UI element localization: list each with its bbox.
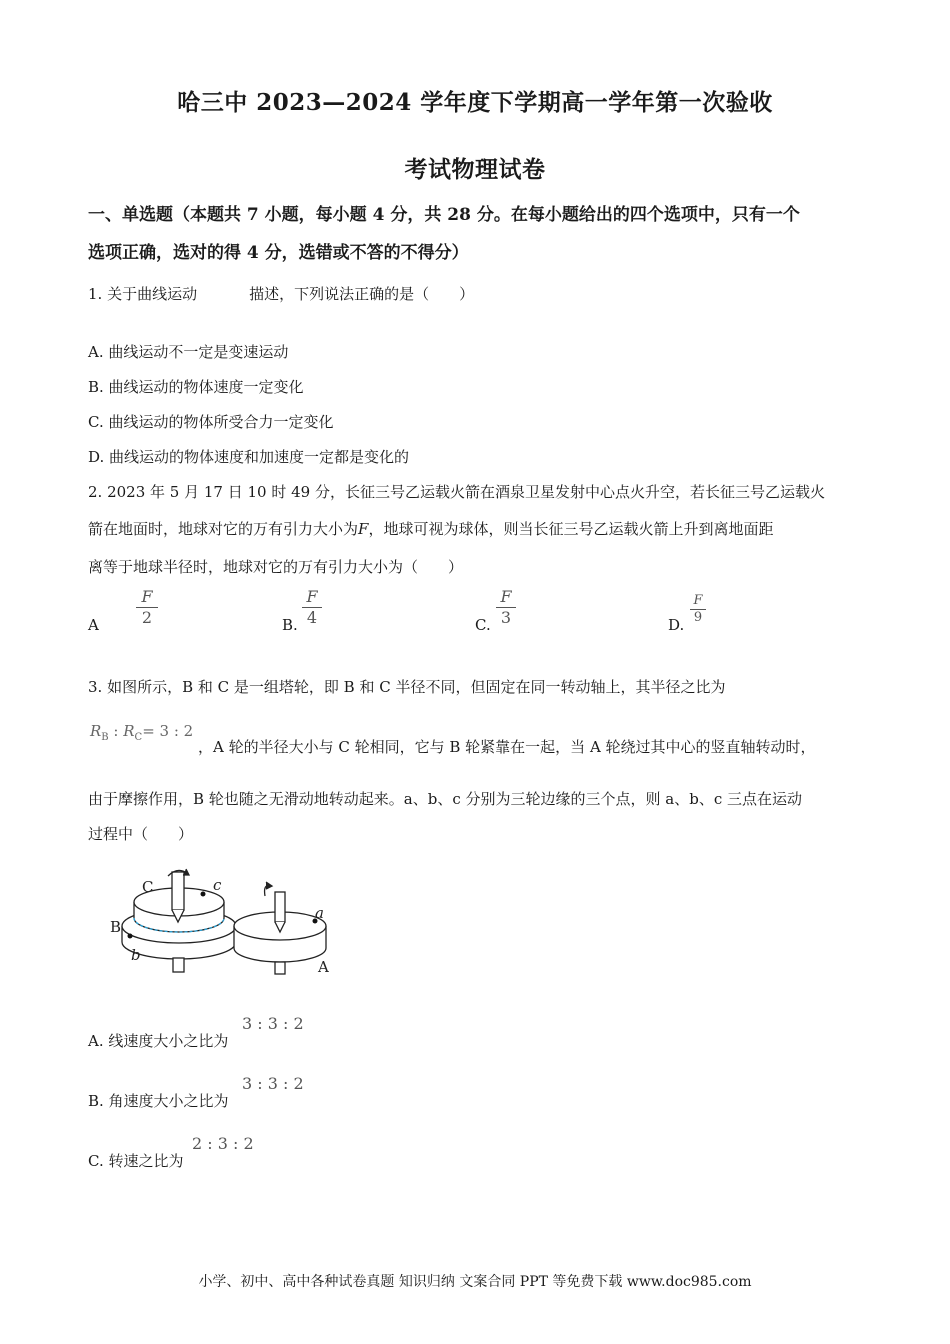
label-wheel-c: C (142, 878, 154, 896)
q3-radius-ratio: $R_B$ : $R_C= 3$ : 2 (90, 722, 194, 743)
q1-option-b: B. 曲线运动的物体速度一定变化 (88, 378, 304, 396)
label-point-b: b (131, 946, 141, 964)
q2-option-b-fraction: F 4 (302, 588, 322, 627)
q3-option-a: A. 线速度大小之比为 (88, 1032, 229, 1050)
q3-line4: 过程中（ ） (88, 825, 194, 843)
q2-line2-part1: 箭在地面时，地球对它的万有引力大小为 (88, 520, 359, 538)
q2-force-var: F (358, 520, 369, 538)
q3-option-c: C. 转速之比为 (88, 1152, 184, 1170)
label-wheel-a: A (318, 958, 329, 976)
q1-option-d: D. 曲线运动的物体速度和加速度一定都是变化的 (88, 448, 410, 466)
section-heading-line2: 选项正确，选对的得 4 分，选错或不答的不得分） (88, 243, 469, 263)
label-point-c: c (213, 876, 222, 894)
q2-line3: 离等于地球半径时，地球对它的万有引力大小为（ ） (88, 558, 464, 576)
q2-option-a-label: A (88, 616, 99, 634)
tower-wheel-figure (100, 856, 350, 986)
section-heading-line1: 一、单选题（本题共 7 小题，每小题 4 分，共 28 分。在每小题给出的四个选项中，只有一个 (88, 205, 800, 225)
q3-option-b: B. 角速度大小之比为 (88, 1092, 229, 1110)
q2-line2 (88, 518, 773, 539)
label-wheel-b: B (110, 918, 122, 936)
q2-option-c-label: C. (475, 616, 491, 634)
q3-option-a-ratio: 3 : 3 : 2 (242, 1014, 304, 1033)
q2-option-a-fraction: F 2 (136, 588, 158, 627)
q3-line3: 由于摩擦作用，B 轮也随之无滑动地转动起来。a、b、c 分别为三轮边缘的三个点，则 a、b、c 三点在运动 (88, 790, 802, 808)
q1-option-c: C. 曲线运动的物体所受合力一定变化 (88, 413, 334, 431)
page-footer: 小学、初中、高中各种试卷真题 知识归纳 文案合同 PPT 等免费下载 www.doc985.com (198, 1274, 752, 1290)
q2-line1: 2. 2023 年 5 月 17 日 10 时 49 分，长征三号乙运载火箭在酒泉卫星发射中心点火升空，若长征三号乙运载火 (88, 483, 825, 501)
q2-option-d-fraction: F 9 (690, 594, 706, 625)
q3-line1: 3. 如图所示，B 和 C 是一组塔轮，即 B 和 C 半径不同，但固定在同一转动轴上，其半径之比为 (88, 678, 726, 696)
q2-option-d-label: D. (668, 616, 685, 634)
q2-line2-part2: ，地球可视为球体，则当长征三号乙运载火箭上升到离地面距 (368, 520, 774, 538)
exam-title-line2: 考试物理试卷 (404, 156, 546, 183)
q3-option-b-ratio: 3 : 3 : 2 (242, 1074, 304, 1093)
q1-stem-part1: 1. 关于曲线运动 (88, 285, 198, 303)
q1-stem (88, 283, 474, 304)
exam-title-line1: 哈三中 2023—2024 学年度下学期高一学年第一次验收 (177, 89, 773, 116)
q2-option-b-label: B. (282, 616, 298, 634)
q3-option-c-ratio: 2 : 3 : 2 (192, 1134, 254, 1153)
q3-line2: ，A 轮的半径大小与 C 轮相同，它与 B 轮紧靠在一起，当 A 轮绕过其中心的竖直轴转动时， (198, 738, 816, 756)
q2-option-c-fraction: F 3 (496, 588, 516, 627)
q1-option-a: A. 曲线运动不一定是变速运动 (88, 343, 289, 361)
q1-stem-part2: 描述，下列说法正确的是（ ） (249, 285, 475, 303)
label-point-a: a (315, 904, 324, 922)
